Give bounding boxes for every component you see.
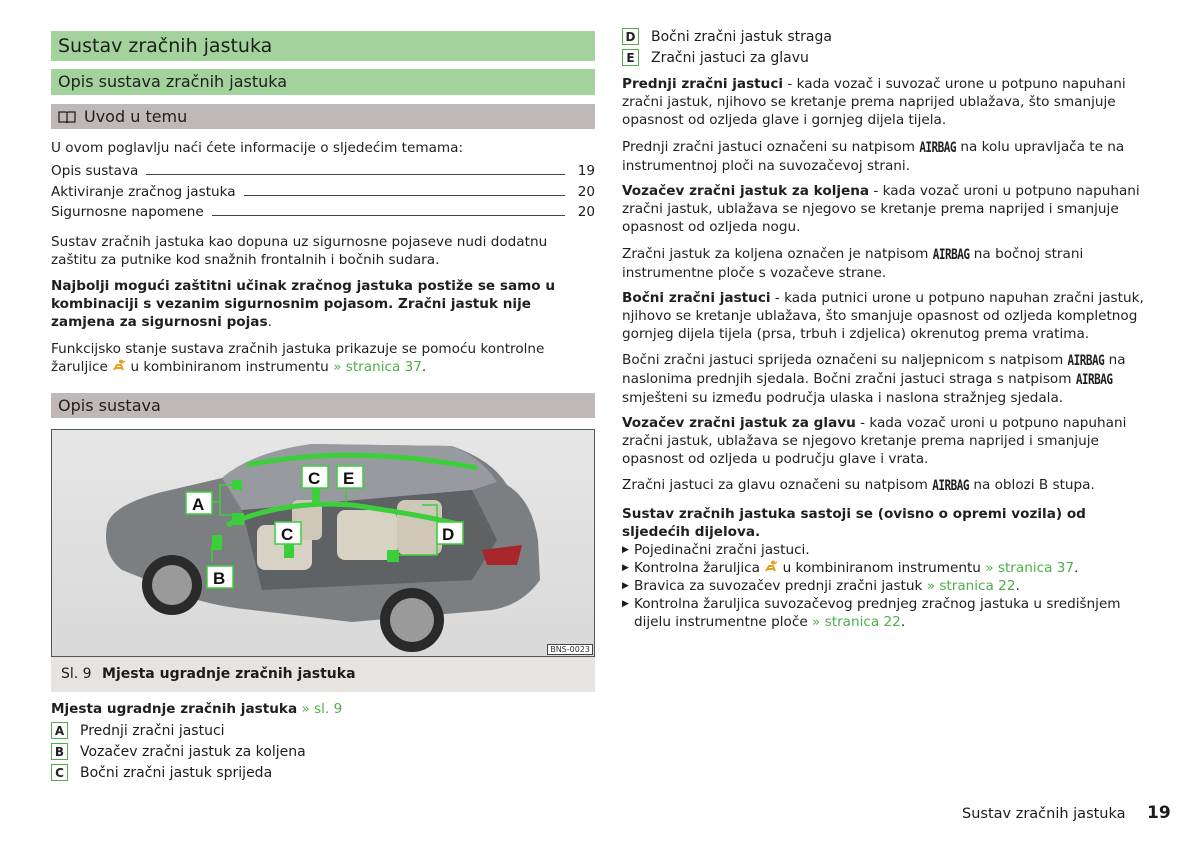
callout-a: A [192,495,205,514]
legend-item: C Bočni zračni jastuk sprijeda [51,762,595,783]
callout-c-front: C [281,525,294,544]
chapter-title: Sustav zračnih jastuka [51,31,595,61]
figure-caption: Sl. 9 Mjesta ugradnje zračnih jastuka [51,657,595,692]
toc-item[interactable]: Opis sustava 19 [51,163,595,179]
legend-key: B [51,743,68,760]
legend-list [51,720,595,783]
legend-item: E Zračni jastuci za glavu [622,47,1167,68]
front-airbags-marking: Prednji zračni jastuci označeni su natpisom AIRBAG na kolu upravljača te na instrumentnoj ploči na suvozačevoj strani. [622,138,1152,175]
toc-item[interactable]: Aktiviranje zračnog jastuka 20 [51,183,595,200]
car-illustration [52,430,595,657]
list-item: ▶ Kontrolna žaruljica suvozačevog prednjeg zračnog jastuka u središnjem dijelu instrumentne ploče » stranica 22. [622,596,1121,630]
intro-lead: U ovom poglavlju naći ćete informacije o sljedećim temama: [51,140,464,156]
legend-item: D Bočni zračni jastuk straga [622,26,1167,47]
airbag-label: AIRBAG [919,139,957,156]
legend-list-continued [622,26,1167,68]
legend-key: D [622,28,639,45]
callout-d: D [442,525,455,544]
bullet-triangle-icon: ▶ [622,581,629,591]
legend-key: C [51,764,68,781]
list-item: ▶ Bravica za suvozačev prednji zračni jastuk » stranica 22. [622,578,1020,594]
airbag-label: AIRBAG [1075,371,1113,388]
airbag-label: AIRBAG [1067,352,1105,369]
figure-link[interactable]: » sl. 9 [301,701,343,717]
legend-item: B Vozačev zračni jastuk za koljena [51,741,595,762]
table-of-contents [51,163,595,225]
legend-item: A Prednji zračni jastuci [51,720,595,741]
page-number: 19 [1147,803,1171,823]
head-airbag-marking: Zračni jastuci za glavu označeni su natpisom AIRBAG na oblozi B stupa. [622,476,1152,495]
toc-leader [244,195,565,196]
airbag-label: AIRBAG [932,477,969,494]
knee-airbag-marking: Zračni jastuk za koljena označen je natpisom AIRBAG na bočnoj strani instrumentne ploče s vozačeve strane. [622,245,1152,282]
legend-key: E [622,49,639,66]
subsection-heading: Opis sustava [51,393,595,418]
side-airbags-marking: Bočni zračni jastuci sprijeda označeni su naljepnicom s natpisom AIRBAG na naslonima prednjih sjedala. Bočni zračni jastuci straga s natpisom AIRBAG smješteni su između područja ulaska i naslona stražnjeg sjedala. [622,351,1152,407]
front-airbags-paragraph: Prednji zračni jastuci - kada vozač i suvozač urone u potpuno napuhani zračni jastuk, njihovo se kretanje prema naprijed ublažava, što smanjuje opasnost od ozljeda glave i gornjeg dijela tijela. [622,76,1126,128]
airbag-warning-icon [112,359,126,372]
bullet-triangle-icon: ▶ [622,563,629,573]
toc-item[interactable]: Sigurnosne napomene 20 [51,204,595,220]
callout-e: E [343,469,355,488]
list-item: ▶ Kontrolna žaruljica u kombiniranom instrumentu » stranica 37. [622,560,1079,576]
figure-code: BNS-0023 [547,644,593,655]
page-link[interactable]: » stranica 22 [812,614,901,630]
intro-paragraph-3: Funkcijsko stanje sustava zračnih jastuka prikazuje se pomoću kontrolne žaruljice u kombiniranom instrumentu » stranica 37. [51,341,545,375]
intro-paragraph-1: Sustav zračnih jastuka kao dopuna uz sigurnosne pojaseve nudi dodatnu zaštitu za putnike kod snažnih frontalnih i bočnih sudara. [51,234,548,268]
callout-c-rear: C [308,469,321,488]
toc-leader [146,174,565,175]
book-icon [58,110,76,124]
list-item: ▶ Pojedinačni zračni jastuci. [622,542,810,558]
side-airbags-paragraph: Bočni zračni jastuci - kada putnici urone u potpuno napuhan zračni jastuk, njihovo se kretanje ublažava, što smanjuje opasnost od ozljeda kompletnog gornjeg dijela tijela (prsa, trbuh i zdjelica) okrenutog prema vratima. [622,290,1144,342]
toc-leader [212,215,565,216]
footer-chapter-title: Sustav zračnih jastuka [962,806,1126,822]
intro-paragraph-2: Najbolji mogući zaštitni učinak zračnog jastuka postiže se samo u kombinaciji s vezanim sigurnosnim pojasom. Zračni jastuk nije zamjena za sigurnosni pojas. [51,278,556,330]
intro-heading [51,104,595,129]
bullet-triangle-icon: ▶ [622,545,629,555]
intro-heading-label: Uvod u temu [84,106,188,126]
legend-heading: Mjesta ugradnje zračnih jastuka » sl. 9 [51,701,343,717]
airbag-label: AIRBAG [932,246,970,263]
page-link[interactable]: » stranica 37 [333,359,422,375]
knee-airbag-paragraph: Vozačev zračni jastuk za koljena - kada vozač uroni u potpuno napuhani zračni jastuk, ublažava se njegovo se kretanje prema naprijed i smanjuje opasnost od ozljeda nogu. [622,183,1140,235]
bullet-triangle-icon: ▶ [622,599,629,609]
parts-list [622,541,1157,631]
section-title: Opis sustava zračnih jastuka [51,69,595,95]
parts-heading: Sustav zračnih jastuka sastoji se (ovisno o opremi vozila) od sljedećih dijelova. [622,506,1086,540]
page-link[interactable]: » stranica 22 [926,578,1016,594]
head-airbag-paragraph: Vozačev zračni jastuk za glavu - kada vozač uroni u potpuno napuhani zračni jastuk, ublažava se njegovo kretanje prema naprijed i smanjuje opasnost od ozljeda u području glave i vrata. [622,415,1127,467]
legend-key: A [51,722,68,739]
page-link[interactable]: » stranica 37 [985,560,1075,576]
callout-b: B [213,569,226,588]
car-airbag-figure [51,429,595,657]
airbag-warning-icon [764,560,778,573]
